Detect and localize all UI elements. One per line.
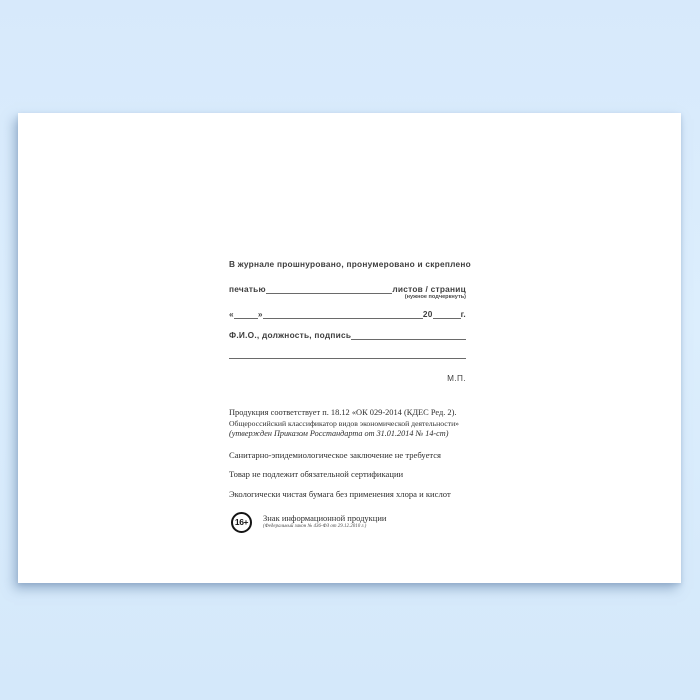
year-prefix: 20 [422,309,433,319]
stamp-line [229,284,466,294]
quote-open: « [229,309,234,319]
year-suffix: г. [460,309,466,319]
statement-certification: Товар не подлежит обязательной сертификации [229,468,404,479]
statement-paper: Экологически чистая бумага без применения хлора и кислот [229,488,451,499]
quote-close: » [257,309,263,319]
page-content [229,259,471,533]
blank-day [234,310,258,319]
age-mark-title: Знак информационной продукции [263,513,387,523]
age-mark-text [263,514,386,530]
blank-year [433,310,461,319]
compliance-line: (утвержден Приказом Росстандарта от 31.01.2014 № 14-ст) [229,429,449,438]
sheets-label: листов / страниц [392,284,466,294]
blank-fio [351,331,466,340]
age-mark-row [229,512,466,533]
date-line [229,309,466,319]
age-mark-law: (Федеральный закон № 436-ФЗ от 29.12.2010 г.) [263,524,367,529]
age-16-icon: 16+ [231,512,252,533]
blank-signature-line [229,357,466,359]
compliance-paragraph [229,408,466,440]
certification-block [229,259,471,384]
compliance-line: Общероссийский классификатор видов экономической деятельности» [229,418,460,428]
blank-month [263,310,423,319]
underline-note: (нужное подчеркнуть) [404,294,466,300]
fio-line [229,330,466,340]
statement-sanitary: Санитарно-эпидемиологическое заключение не требуется [229,449,442,460]
stamp-label: печатью [229,284,266,294]
stamp-place-label: М.П. [447,374,466,383]
compliance-line: Продукция соответствует п. 18.12 «ОК 029-2014 (КДЕС Ред. 2). [229,408,457,417]
fio-label: Ф.И.О., должность, подпись [229,330,352,340]
document-page [18,113,681,583]
certification-line: В журнале прошнуровано, пронумеровано и скреплено [229,259,471,269]
blank-line [266,285,393,294]
